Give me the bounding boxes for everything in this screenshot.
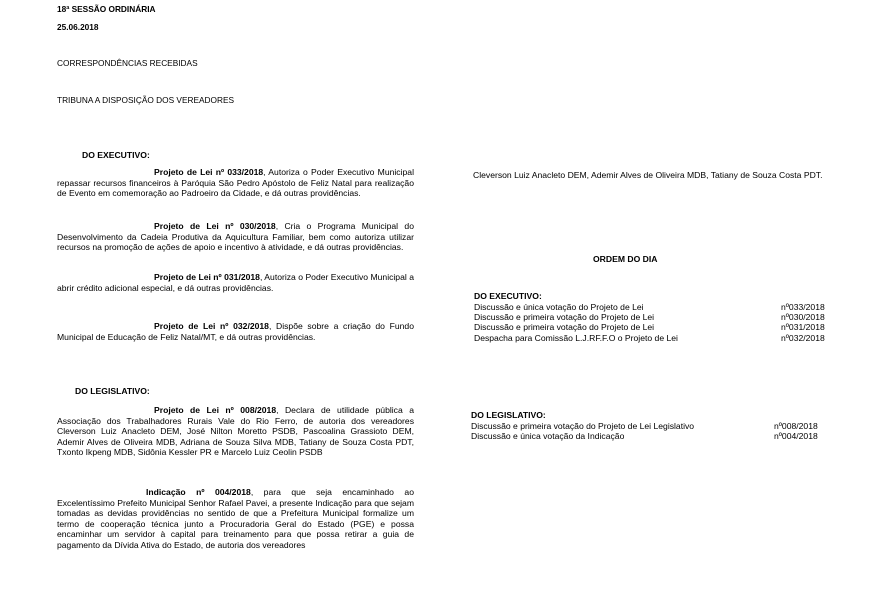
ordem-legislativo-heading: DO LEGISLATIVO:	[471, 410, 546, 420]
ordem-legislativo-row	[471, 431, 827, 441]
executivo-item-4-text: , Dispõe sobre a criação do Fundo Municipal de Educação de Feliz Natal/MT, e dá outras providências.	[57, 321, 414, 342]
agenda-row-text: Discussão e única votação do Projeto de Lei	[474, 301, 644, 312]
executivo-item-1-lead: Projeto de Lei nº 033/2018	[154, 167, 264, 177]
ordem-executivo-row	[474, 322, 830, 332]
executivo-item-2-lead: Projeto de Lei nº 030/2018	[154, 221, 276, 231]
tribune-heading: TRIBUNA A DISPOSIÇÃO DOS VEREADORES	[57, 95, 235, 105]
agenda-row-text: Despacha para Comissão L.J.RF.F.O o Projeto de Lei	[474, 332, 678, 343]
ordem-executivo-heading: DO EXECUTIVO:	[474, 291, 542, 301]
executivo-item-4	[57, 321, 414, 342]
legislativo-item-1-lead: Projeto de Lei nº 008/2018	[154, 405, 277, 415]
session-title: 18ª SESSÃO ORDINÁRIA	[57, 4, 156, 14]
agenda-row-text: Discussão e primeira votação do Projeto de Lei Legislativo	[471, 420, 695, 431]
ordem-executivo-row	[474, 302, 830, 312]
legislativo-heading: DO LEGISLATIVO:	[75, 386, 150, 396]
agenda-row-number: nº004/2018	[774, 430, 818, 441]
executivo-item-3-text: , Autoriza o Poder Executivo Municipal a abrir crédito adicional especial, e dá outras providências.	[57, 272, 414, 293]
session-date: 25.06.2018	[57, 22, 99, 32]
ordem-executivo-row	[474, 333, 830, 343]
executivo-item-1	[57, 167, 414, 199]
legislativo-item-2	[57, 487, 414, 551]
agenda-row-number: nº008/2018	[774, 420, 818, 431]
ordem-do-dia-title: ORDEM DO DIA	[593, 254, 658, 264]
executivo-item-3	[57, 272, 414, 293]
agenda-row-text: Discussão e primeira votação do Projeto de Lei	[474, 322, 655, 333]
executivo-item-1-text: , Autoriza o Poder Executivo Municipal repassar recursos financeiros à Paróquia São Pedro Apóstolo de Feliz Natal para realização de Evento em comemoração ao Padroeiro da Cidade, e dá outras providências.	[57, 167, 414, 199]
executivo-heading: DO EXECUTIVO:	[82, 150, 150, 160]
legislativo-item-1	[57, 405, 414, 458]
executivo-item-2	[57, 221, 414, 253]
ordem-executivo-row	[474, 312, 830, 322]
agenda-row-number: nº032/2018	[781, 332, 825, 343]
agenda-row-number: nº033/2018	[781, 301, 825, 312]
agenda-row-number: nº030/2018	[781, 311, 825, 322]
agenda-row-text: Discussão e primeira votação do Projeto de Lei	[474, 311, 655, 322]
legislativo-item-2-lead: Indicação nº 004/2018	[146, 487, 251, 497]
agenda-row-text: Discussão e única votação da Indicação	[471, 430, 625, 441]
ordem-legislativo-row	[471, 421, 827, 431]
executivo-item-2-text: , Cria o Programa Municipal do Desenvolvimento da Cadeia Produtiva da Aquicultura Familiar, bem como autoriza utilizar recursos na promoção de ações de apoio e incentivo à atividade, e dá outras providências.	[57, 221, 414, 253]
agenda-row-number: nº031/2018	[781, 322, 825, 333]
legislativo-item-1-text: , Declara de utilidade pública a Associação dos Trabalhadores Rurais Vale do Rio Ferro, de autoria dos vereadores Cleverson Luiz Anacleto DEM, José Nilton Moretto PSDB, Pascoalina Grassioto DEM, Ademir Alves de Oliveira MDB, Adriana de Souza Silva MDB, Tatiany de Souza Costa PDT, Txonto Ikpeng MDB, Sidônia Kessler PR e Marcelo Luiz Ceolin PSDB	[57, 405, 414, 458]
legislativo-item-2-text: , para que seja encaminhado ao Excelentíssimo Prefeito Municipal Senhor Rafael Pavei, a presente Indicação para que sejam tomadas as devidas providências no sentido de que a Prefeitura Municipal formalize um termo de cooperação técnica junto a Procuradoria Geral do Estado (PGE) e possa encaminhar um servidor à capital para treinamento para que possa retirar a guia de pagamento da Dívida Ativa do Estado, de autoria dos vereadores	[57, 487, 414, 550]
executivo-item-3-lead: Projeto de Lei nº 031/2018	[154, 272, 260, 282]
executivo-item-4-lead: Projeto de Lei nº 032/2018	[154, 321, 269, 331]
ordem-executivo-block	[474, 291, 830, 343]
ordem-legislativo-block	[471, 410, 827, 441]
correspondence-heading: CORRESPONDÊNCIAS RECEBIDAS	[57, 58, 198, 68]
legislativo-continuation: Cleverson Luiz Anacleto DEM, Ademir Alves de Oliveira MDB, Tatiany de Souza Costa PDT.	[473, 170, 823, 180]
